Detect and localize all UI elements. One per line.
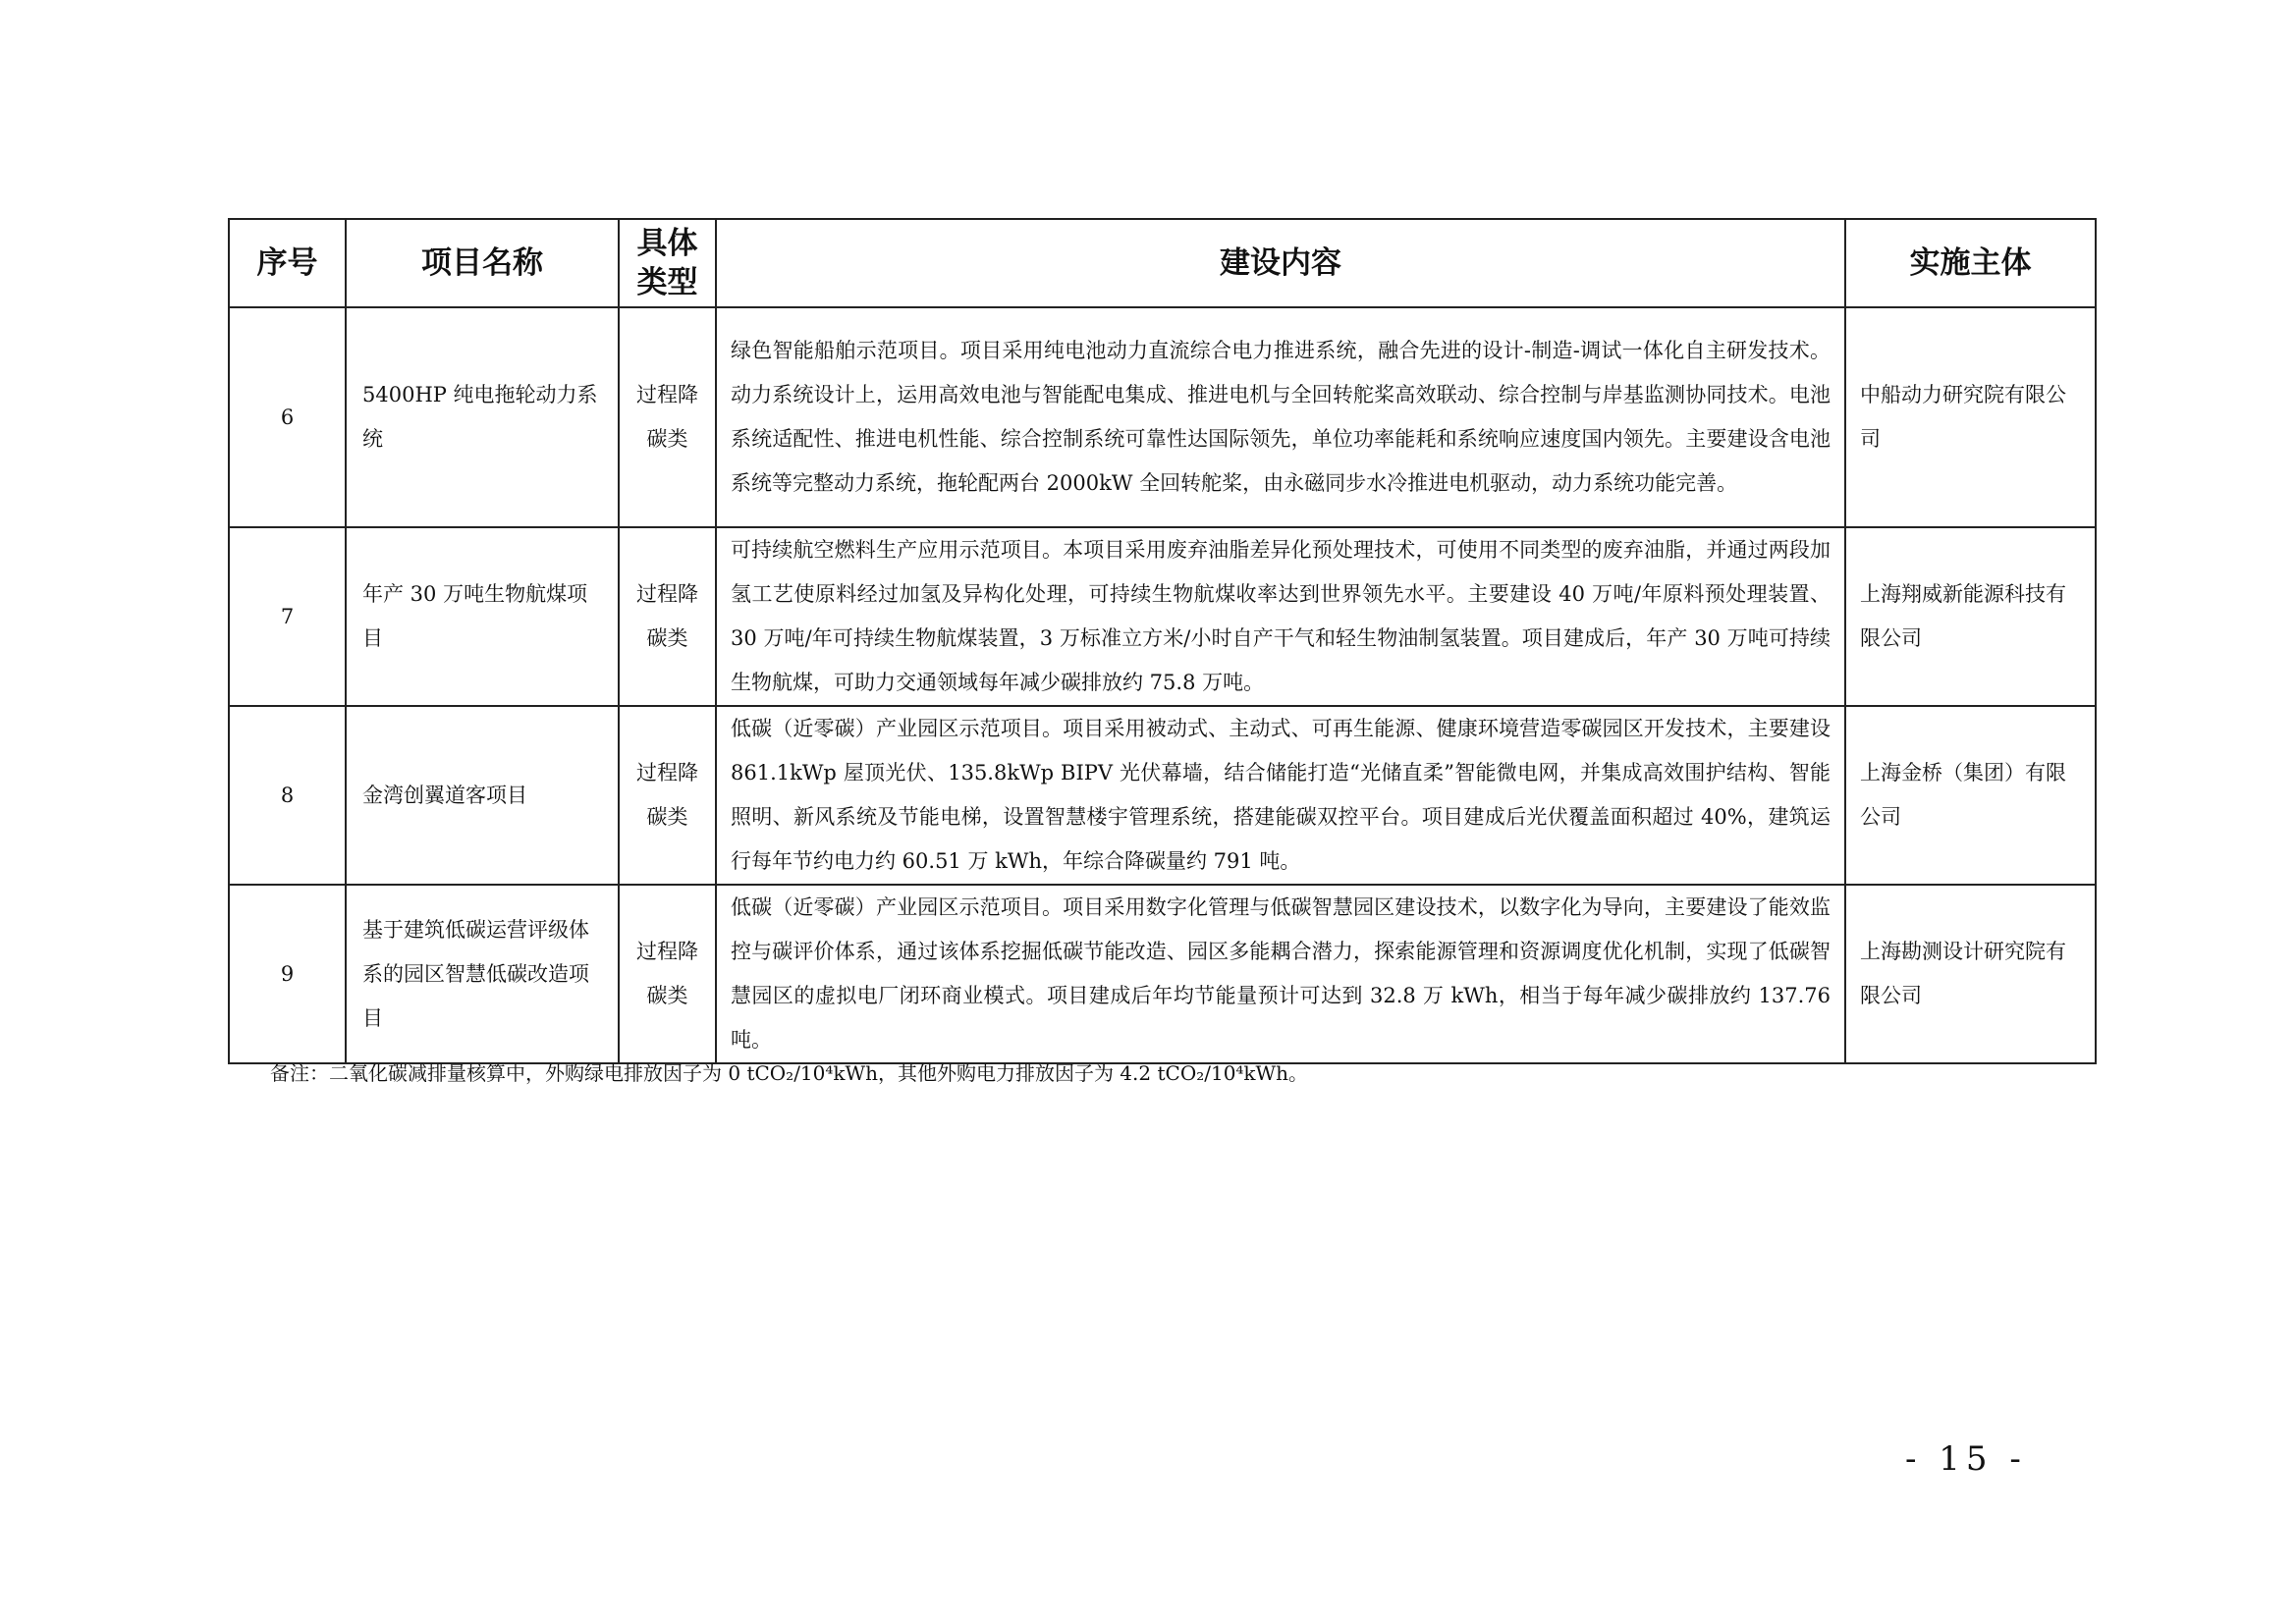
row-content: 可持续航空燃料生产应用示范项目。本项目采用废弃油脂差异化预处理技术，可使用不同类型的废弃油脂，并通过两段加氢工艺使原料经过加氢及异构化处理，可持续生物航煤收率达到世界领先水平。主要建设 40 万吨/年原料预处理装置、30 万吨/年可持续生物航煤装置，3 万标准立方米/小时自产干气和轻生物油制氢装置。项目建成后，年产 30 万吨可持续生物航煤，可助力交通领域每年减少碳排放约 75.8 万吨。 [716,527,1845,706]
header-type [619,219,716,307]
row-num: 6 [229,307,346,527]
table-header-row [229,219,2096,307]
row-project-name: 金湾创翼道客项目 [346,706,619,885]
row-project-name: 年产 30 万吨生物航煤项目 [346,527,619,706]
row-project-name: 基于建筑低碳运营评级体系的园区智慧低碳改造项目 [346,885,619,1063]
table-footnote: 备注：二氧化碳减排量核算中，外购绿电排放因子为 0 tCO₂/10⁴kWh，其他外购电力排放因子为 4.2 tCO₂/10⁴kWh。 [270,1061,1308,1085]
row-content: 绿色智能船舶示范项目。项目采用纯电池动力直流综合电力推进系统，融合先进的设计-制造-调试一体化自主研发技术。动力系统设计上，运用高效电池与智能配电集成、推进电机与全回转舵桨高效联动、综合控制与岸基监测协同技术。电池系统适配性、推进电机性能、综合控制系统可靠性达国际领先，单位功率能耗和系统响应速度国内领先。主要建设含电池系统等完整动力系统，拖轮配两台 2000kW 全回转舵桨，由永磁同步水冷推进电机驱动，动力系统功能完善。 [716,307,1845,527]
projects-table-container [228,218,2095,1064]
row-org: 上海金桥（集团）有限公司 [1845,706,2096,885]
header-content: 建设内容 [716,219,1845,307]
header-name: 项目名称 [346,219,619,307]
row-num: 9 [229,885,346,1063]
header-org: 实施主体 [1845,219,2096,307]
row-content: 低碳（近零碳）产业园区示范项目。项目采用数字化管理与低碳智慧园区建设技术，以数字化为导向，主要建设了能效监控与碳评价体系，通过该体系挖掘低碳节能改造、园区多能耦合潜力，探索能源管理和资源调度优化机制，实现了低碳智慧园区的虚拟电厂闭环商业模式。项目建成后年均节能量预计可达到 32.8 万 kWh，相当于每年减少碳排放约 137.76 吨。 [716,885,1845,1063]
table-row [229,527,2096,706]
header-type-line1: 具体 [636,226,698,261]
row-org: 中船动力研究院有限公司 [1845,307,2096,527]
row-content: 低碳（近零碳）产业园区示范项目。项目采用被动式、主动式、可再生能源、健康环境营造零碳园区开发技术，主要建设 861.1kWp 屋顶光伏、135.8kWp BIPV 光伏幕墙，结合储能打造“光储直柔”智能微电网，并集成高效围护结构、智能照明、新风系统及节能电梯，设置智慧楼宇管理系统，搭建能碳双控平台。项目建成后光伏覆盖面积超过 40%，建筑运行每年节约电力约 60.51 万 kWh，年综合降碳量约 791 吨。 [716,706,1845,885]
row-type: 过程降碳类 [619,307,716,527]
row-num: 8 [229,706,346,885]
page-number: - 15 - [1905,1439,2027,1479]
table-row [229,885,2096,1063]
table-row [229,307,2096,527]
row-org: 上海勘测设计研究院有限公司 [1845,885,2096,1063]
projects-table [228,218,2097,1064]
row-type: 过程降碳类 [619,527,716,706]
header-num: 序号 [229,219,346,307]
row-type: 过程降碳类 [619,885,716,1063]
header-type-line2: 类型 [636,265,698,300]
row-num: 7 [229,527,346,706]
table-row [229,706,2096,885]
row-type: 过程降碳类 [619,706,716,885]
row-project-name: 5400HP 纯电拖轮动力系统 [346,307,619,527]
row-org: 上海翔威新能源科技有限公司 [1845,527,2096,706]
